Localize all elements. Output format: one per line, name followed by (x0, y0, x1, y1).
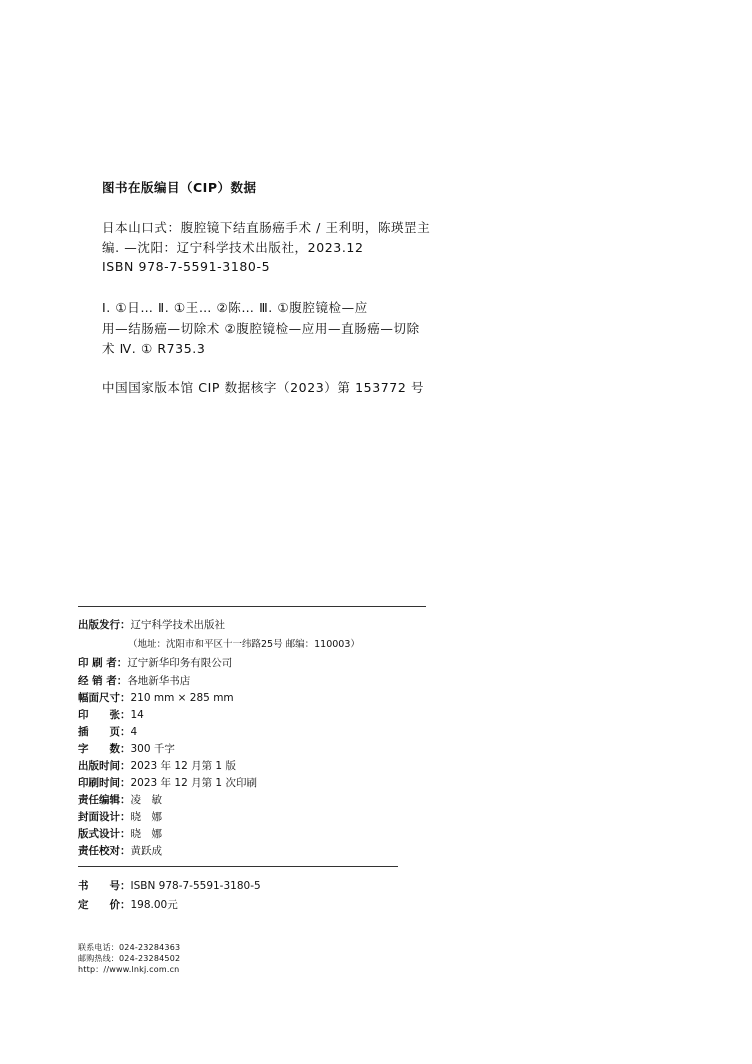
layout-row (78, 826, 162, 841)
editor-label: 责任编辑： (78, 794, 131, 806)
sheets-value: 14 (130, 709, 144, 721)
cip-subject-line-1: Ⅰ. ①日… Ⅱ. ①王… ②陈… Ⅲ. ①腹腔镜检—应 (102, 300, 368, 315)
printer-label: 印 刷 者： (78, 657, 128, 669)
size-row (78, 690, 234, 705)
cip-title-line-2: 编. —沈阳：辽宁科学技术出版社，2023.12 (102, 240, 364, 255)
book-isbn-label: 书 号： (78, 880, 131, 892)
layout-value: 晓 娜 (130, 828, 162, 840)
sheets-row (78, 707, 144, 722)
words-value: 300 千字 (130, 743, 175, 755)
contact-website: http：//www.lnkj.com.cn (78, 965, 180, 974)
proof-row (78, 843, 162, 858)
publisher-row (78, 617, 225, 632)
price-value: 198.00元 (130, 899, 178, 911)
size-value: 210 mm × 285 mm (130, 692, 234, 704)
print-date-value: 2023 年 12 月第 1 次印刷 (130, 777, 257, 789)
top-divider (78, 606, 426, 607)
sheets-label: 印 张： (78, 709, 131, 721)
printer-row (78, 655, 232, 670)
pub-date-label: 出版时间： (78, 760, 131, 772)
cover-row (78, 809, 162, 824)
bottom-divider (78, 866, 398, 867)
inserts-value: 4 (130, 726, 138, 738)
proof-value: 黄跃成 (130, 845, 162, 857)
print-date-label: 印刷时间： (78, 777, 131, 789)
editor-row (78, 792, 162, 807)
proof-label: 责任校对： (78, 845, 131, 857)
distributor-value: 各地新华书店 (127, 675, 191, 687)
cip-isbn: ISBN 978-7-5591-3180-5 (102, 259, 271, 274)
price-row (78, 897, 178, 912)
inserts-row (78, 724, 137, 739)
cip-title-line-1: 日本山口式：腹腔镜下结直肠癌手术 / 王利明，陈瑛罡主 (102, 220, 431, 235)
cip-subject-line-3: 术 Ⅳ. ① R735.3 (102, 341, 206, 356)
cip-heading: 图书在版编目（CIP）数据 (102, 180, 257, 195)
printer-value: 辽宁新华印务有限公司 (127, 657, 233, 669)
contact-phone: 联系电话：024-23284363 (78, 943, 181, 952)
inserts-label: 插 页： (78, 726, 131, 738)
layout-label: 版式设计： (78, 828, 131, 840)
cover-label: 封面设计： (78, 811, 131, 823)
cip-number: 中国国家版本馆 CIP 数据核字（2023）第 153772 号 (102, 380, 425, 395)
distributor-label: 经 销 者： (78, 675, 128, 687)
book-isbn-row (78, 878, 261, 893)
price-label: 定 价： (78, 899, 131, 911)
distributor-row (78, 673, 190, 688)
contact-mail-phone: 邮购热线：024-23284502 (78, 954, 181, 963)
size-label: 幅面尺寸： (78, 692, 131, 704)
print-date-row (78, 775, 257, 790)
publisher-value: 辽宁科学技术出版社 (130, 619, 225, 631)
pub-date-value: 2023 年 12 月第 1 版 (130, 760, 236, 772)
publisher-address: （地址：沈阳市和平区十一纬路25号 邮编：110003） (128, 639, 360, 650)
book-isbn-value: ISBN 978-7-5591-3180-5 (130, 880, 261, 892)
words-row (78, 741, 175, 756)
publisher-label: 出版发行： (78, 619, 131, 631)
pub-date-row (78, 758, 236, 773)
editor-value: 凌 敏 (130, 794, 162, 806)
cip-subject-line-2: 用—结肠癌—切除术 ②腹腔镜检—应用—直肠癌—切除 (102, 321, 420, 336)
words-label: 字 数： (78, 743, 131, 755)
cover-value: 晓 娜 (130, 811, 162, 823)
